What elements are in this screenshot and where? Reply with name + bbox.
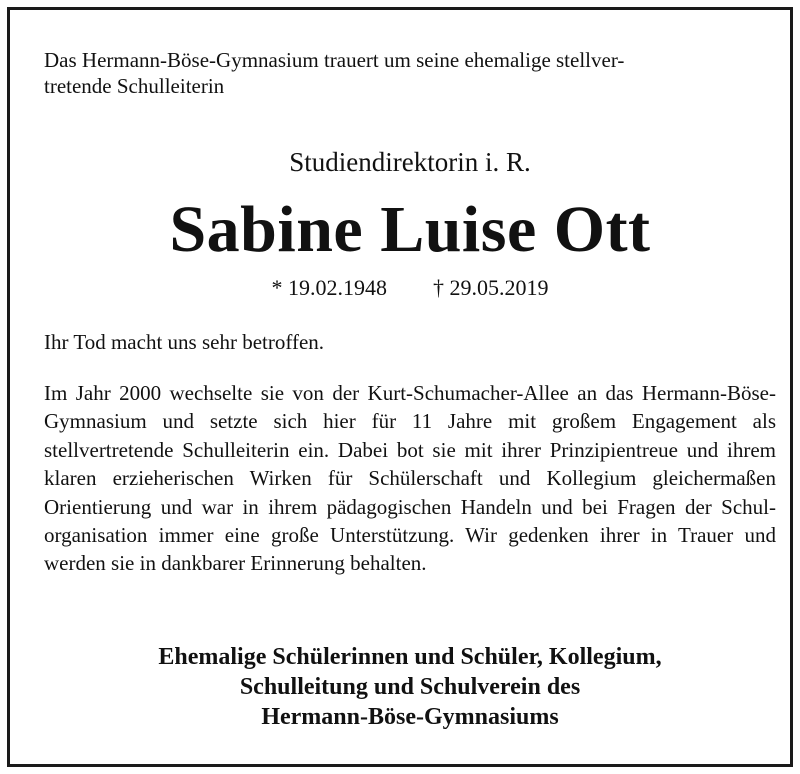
- intro-line-1: Das Hermann-Böse-Gymnasium trauert um seine ehemalige stellver-: [44, 48, 625, 72]
- obituary-frame: [7, 7, 793, 767]
- signature-block: [44, 642, 776, 732]
- death-date: † 29.05.2019: [433, 275, 549, 300]
- birth-date: * 19.02.1948: [271, 275, 387, 300]
- intro-text: [44, 47, 776, 99]
- signature-line-3: Hermann-Böse-Gymnasiums: [261, 704, 559, 730]
- signature-line-2: Schulleitung und Schulverein des: [239, 674, 581, 700]
- condolence-sentence: Ihr Tod macht uns sehr betroffen.: [44, 330, 325, 354]
- deceased-name: Sabine Luise Ott: [169, 193, 651, 266]
- intro-line-2: tretende Schulleiterin: [44, 74, 225, 98]
- tribute-paragraph: Im Jahr 2000 wechselte sie von der Kurt-Schumacher-Allee an das Hermann-Böse-Gymnasium und setzte sich hier für 11 Jahre mit großem Engagement als stellvertretende Schulleiterin ein. Dabei bot sie mit ihrer Prinzipientreue und ihrem klaren erzieherischen Wirken für Schülerschaft und Kollegium gleichermaßen Orientierung und war in ihrem pädagogischen Handeln und bei Fragen der Schulorganisation immer eine große Unterstützung. Wir gedenken ihrer in Trauer und werden sie in dankbarer Erinnerung behalten.: [44, 381, 776, 576]
- signature-line-1: Ehemalige Schülerinnen und Schüler, Kollegium,: [158, 644, 662, 670]
- life-dates: [44, 274, 776, 302]
- academic-title: Studiendirektorin i. R.: [289, 147, 531, 177]
